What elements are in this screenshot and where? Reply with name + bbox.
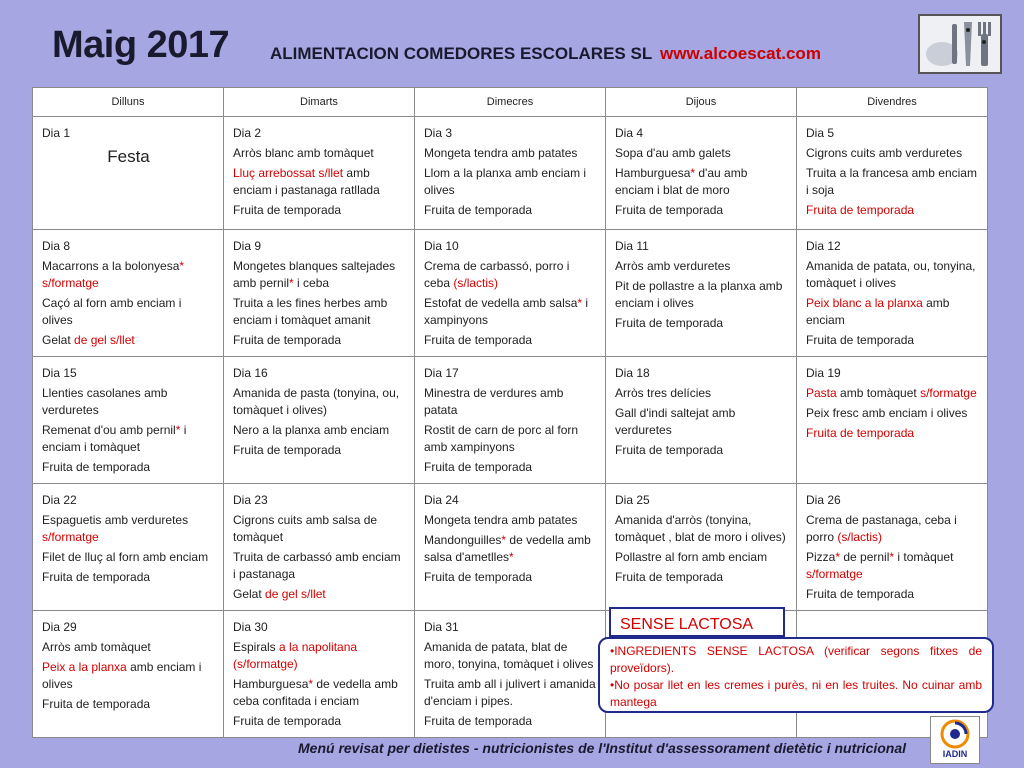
- dish-text: Remenat d'ou amb pernil: [42, 423, 176, 437]
- dish-text: Llom a la planxa amb enciam i olives: [424, 166, 587, 197]
- menu-dish: [615, 385, 788, 402]
- dish-text: Truita a la francesa amb enciam i soja: [806, 166, 977, 197]
- day-cell: [224, 230, 415, 357]
- day-cell: [224, 484, 415, 611]
- dish-text: Gall d'indi saltejat amb verduretes: [615, 406, 736, 437]
- dish-text: Mongeta tendra amb patates: [424, 146, 578, 160]
- day-label: Dia 18: [615, 366, 650, 380]
- day-cell: [415, 484, 606, 611]
- day-label: Dia 11: [615, 239, 649, 253]
- menu-dish: [806, 586, 979, 603]
- menu-dish: [233, 586, 406, 603]
- cutlery-logo-icon: [918, 14, 1002, 74]
- dish-text: Pollastre al forn amb enciam: [615, 550, 768, 564]
- menu-dish: [233, 145, 406, 162]
- day-cell: [224, 611, 415, 738]
- menu-dish: [424, 202, 597, 219]
- dish-text: Amanida d'arròs (tonyina, tomàquet , blat de moro i olives): [615, 513, 786, 544]
- menu-dish: [424, 332, 597, 349]
- day-label: Dia 16: [233, 366, 268, 380]
- dish-text: i tomàquet: [894, 550, 954, 564]
- menu-dish: [615, 278, 788, 312]
- day-cell: [415, 117, 606, 230]
- dish-text: de pernil: [840, 550, 890, 564]
- menu-dish: [233, 442, 406, 459]
- menu-dish: [424, 532, 597, 566]
- dish-text: Mongeta tendra amb patates: [424, 513, 578, 527]
- menu-dish: [42, 549, 215, 566]
- menu-dish: [42, 422, 215, 456]
- dish-text-highlight: s/formatge: [42, 530, 99, 544]
- menu-dish: [806, 512, 979, 546]
- header-dimecres: Dimecres: [415, 88, 606, 117]
- dish-text-highlight: *: [835, 550, 841, 564]
- menu-dish: [615, 165, 788, 199]
- dish-text: amb enciam i olives: [42, 660, 202, 691]
- menu-dish: [42, 639, 215, 656]
- note-line: •No posar llet en les cremes i purès, ni en les truites. No cuinar amb mantega: [610, 678, 982, 709]
- menu-dish: [42, 295, 215, 329]
- day-cell: [606, 117, 797, 230]
- dish-text: Fruita de temporada: [806, 333, 915, 347]
- dish-text: Rostit de carn de porc al forn amb xampinyons: [424, 423, 579, 454]
- weekday-header-row: [33, 88, 988, 117]
- dish-text: Cigrons cuits amb salsa de tomàquet: [233, 513, 378, 544]
- dish-text: Fruita de temporada: [615, 443, 724, 457]
- dish-text: Arròs blanc amb tomàquet: [233, 146, 374, 160]
- menu-dish: [42, 385, 215, 419]
- menu-dish: [424, 145, 597, 162]
- day-label: Dia 10: [424, 239, 459, 253]
- day-label: Dia 26: [806, 493, 841, 507]
- menu-dish: [424, 569, 597, 586]
- day-label: Dia 31: [424, 620, 459, 634]
- menu-dish: [806, 405, 979, 422]
- dish-text: i enciam i tomàquet: [42, 423, 187, 454]
- dish-text: Fruita de temporada: [424, 203, 533, 217]
- menu-dish: [424, 422, 597, 456]
- day-label: Dia 5: [806, 126, 835, 140]
- menu-dish: [424, 258, 597, 292]
- dish-text-highlight: *: [577, 296, 583, 310]
- dish-text-highlight: Peix blanc a la planxa: [806, 296, 923, 310]
- dish-text: Hamburguesa: [615, 166, 691, 180]
- dish-text: Fruita de temporada: [233, 443, 342, 457]
- menu-dish: [233, 676, 406, 710]
- menu-dish: [233, 512, 406, 546]
- dish-text-highlight: Fruita de temporada: [806, 203, 915, 217]
- dish-text: Fruita de temporada: [424, 714, 533, 728]
- footer-text: Menú revisat per dietistes - nutricionistes de l'Institut d'assessorament dietètic i nutricional: [298, 740, 907, 756]
- dish-text: Truita amb all i julivert i amanida d'enciam i pipes.: [424, 677, 596, 708]
- dish-text: d'au amb enciam i blat de moro: [615, 166, 748, 197]
- dish-text: Caçó al forn amb enciam i olives: [42, 296, 182, 327]
- day-label: Dia 1: [42, 126, 71, 140]
- dish-text: Minestra de verdures amb patata: [424, 386, 564, 417]
- menu-dish: [424, 295, 597, 329]
- day-cell: [415, 611, 606, 738]
- menu-dish: [233, 422, 406, 439]
- menu-dish: [42, 659, 215, 693]
- dish-text: Fruita de temporada: [806, 587, 915, 601]
- week-row: [33, 357, 988, 484]
- day-cell: [606, 357, 797, 484]
- dish-text: Pit de pollastre a la planxa amb enciam i olives: [615, 279, 783, 310]
- day-label: Dia 9: [233, 239, 262, 253]
- menu-dish: [424, 676, 597, 710]
- lactose-free-title: SENSE LACTOSA: [609, 607, 785, 637]
- dish-text: Mongetes blanques saltejades amb pernil: [233, 259, 396, 290]
- dish-text: Estofat de vedella amb salsa: [424, 296, 578, 310]
- menu-dish: [615, 549, 788, 566]
- day-cell: [797, 117, 988, 230]
- dish-text: Fruita de temporada: [233, 333, 342, 347]
- dish-text: Truita a les fines herbes amb enciam i tomàquet amanit: [233, 296, 388, 327]
- menu-dish: [42, 258, 215, 292]
- day-cell: [797, 357, 988, 484]
- menu-dish: [424, 385, 597, 419]
- dish-text-highlight: Pasta: [806, 386, 837, 400]
- dish-text: Macarrons a la bolonyesa: [42, 259, 180, 273]
- menu-dish: [806, 385, 979, 402]
- dish-text: Truita de carbassó amb enciam i pastanaga: [233, 550, 401, 581]
- iadin-logo-icon: [930, 716, 980, 764]
- menu-dish: [806, 295, 979, 329]
- day-cell: [797, 230, 988, 357]
- header-dilluns: Dilluns: [33, 88, 224, 117]
- holiday-label: Festa: [107, 147, 150, 166]
- day-cell: [33, 357, 224, 484]
- header-dijous: Dijous: [606, 88, 797, 117]
- dish-text: Arròs tres delícies: [615, 386, 712, 400]
- dish-text: Fruita de temporada: [424, 570, 533, 584]
- day-label: Dia 3: [424, 126, 453, 140]
- menu-dish: [233, 258, 406, 292]
- dish-text: Sopa d'au amb galets: [615, 146, 731, 160]
- dish-text-highlight: de gel s/llet: [265, 587, 326, 601]
- menu-dish: [42, 696, 215, 713]
- menu-dish: [806, 332, 979, 349]
- day-label: Dia 30: [233, 620, 268, 634]
- dish-text: Fruita de temporada: [424, 333, 533, 347]
- day-cell: [224, 117, 415, 230]
- dish-text: Llenties casolanes amb verduretes: [42, 386, 168, 417]
- dish-text: amb enciam i pastanaga ratllada: [233, 166, 380, 197]
- menu-dish: [615, 442, 788, 459]
- menu-dish: [233, 713, 406, 730]
- dish-text-highlight: Peix a la planxa: [42, 660, 127, 674]
- dish-text-highlight: Lluç arrebossat s/llet: [233, 166, 344, 180]
- day-label: Dia 19: [806, 366, 841, 380]
- menu-dish: [615, 512, 788, 546]
- dish-text: Amanida de patata, blat de moro, tonyina, tomàquet i olives: [424, 640, 594, 671]
- day-cell: [606, 484, 797, 611]
- day-label: Dia 2: [233, 126, 262, 140]
- dish-text-highlight: *: [889, 550, 895, 564]
- menu-dish: [424, 459, 597, 476]
- dish-text-highlight: Fruita de temporada: [806, 426, 915, 440]
- dish-text: Fruita de temporada: [424, 460, 533, 474]
- week-row: [33, 117, 988, 230]
- dish-text: Filet de lluç al forn amb enciam: [42, 550, 209, 564]
- website-link[interactable]: www.alcoescat.com: [660, 44, 821, 63]
- week-row: [33, 230, 988, 357]
- menu-dish: [806, 549, 979, 583]
- dish-text-highlight: de gel s/llet: [74, 333, 135, 347]
- header-dimarts: Dimarts: [224, 88, 415, 117]
- day-label: Dia 15: [42, 366, 77, 380]
- dish-text: Crema de carbassó, porro i ceba: [424, 259, 570, 290]
- page-title: Maig 2017: [52, 24, 230, 66]
- menu-dish: [615, 202, 788, 219]
- day-label: Dia 12: [806, 239, 841, 253]
- menu-dish: [233, 295, 406, 329]
- menu-dish: [233, 332, 406, 349]
- day-label: Dia 24: [424, 493, 459, 507]
- day-label: Dia 17: [424, 366, 459, 380]
- menu-dish: [42, 512, 215, 546]
- company-name: ALIMENTACION COMEDORES ESCOLARES SL: [270, 44, 653, 63]
- dish-text-highlight: *: [690, 166, 696, 180]
- menu-dish: [615, 258, 788, 275]
- dish-text-highlight: (s/lactis): [453, 276, 499, 290]
- menu-dish: [615, 405, 788, 439]
- day-cell: [415, 230, 606, 357]
- dish-text: Amanida de patata, ou, tonyina, tomàquet i olives: [806, 259, 976, 290]
- day-label: Dia 25: [615, 493, 650, 507]
- dish-text: Cigrons cuits amb verduretes: [806, 146, 963, 160]
- menu-dish: [424, 512, 597, 529]
- menu-dish: [615, 569, 788, 586]
- dish-text: Gelat: [233, 587, 266, 601]
- dish-text-highlight: s/formatge: [806, 567, 863, 581]
- day-cell: [606, 230, 797, 357]
- menu-dish: [233, 385, 406, 419]
- dish-text: Nero a la planxa amb enciam: [233, 423, 390, 437]
- dish-text: Fruita de temporada: [42, 570, 151, 584]
- day-cell: [33, 230, 224, 357]
- dish-text: de vedella amb ceba confitada i enciam: [233, 677, 398, 708]
- day-cell: [797, 484, 988, 611]
- day-label: Dia 4: [615, 126, 644, 140]
- dish-text: i xampinyons: [424, 296, 589, 327]
- menu-dish: [233, 549, 406, 583]
- dish-text: Espirals: [233, 640, 280, 654]
- day-label: Dia 23: [233, 493, 268, 507]
- menu-dish: [615, 315, 788, 332]
- menu-dish: [806, 145, 979, 162]
- iadin-label: IADIN: [942, 749, 968, 759]
- dish-text: amb enciam: [806, 296, 950, 327]
- dish-text-highlight: a la napolitana (s/formatge): [233, 640, 358, 671]
- dish-text: Pizza: [806, 550, 836, 564]
- day-cell: [33, 611, 224, 738]
- dish-text: Fruita de temporada: [615, 316, 724, 330]
- day-label: Dia 22: [42, 493, 77, 507]
- dish-text: Fruita de temporada: [42, 460, 151, 474]
- menu-dish: [424, 713, 597, 730]
- dish-text-highlight: s/formatge: [920, 386, 977, 400]
- menu-dish: [42, 569, 215, 586]
- menu-dish: [233, 165, 406, 199]
- menu-dish: [806, 425, 979, 442]
- dish-text: Peix fresc amb enciam i olives: [806, 406, 968, 420]
- dish-text: Crema de pastanaga, ceba i porro: [806, 513, 957, 544]
- dish-text-highlight: *: [175, 423, 181, 437]
- menu-dish: [233, 202, 406, 219]
- dish-text-highlight: (s/lactis): [837, 530, 883, 544]
- menu-dish: [806, 165, 979, 199]
- dish-text: Fruita de temporada: [615, 570, 724, 584]
- menu-dish: [806, 202, 979, 219]
- dish-text: de vedella amb salsa d'ametlles: [424, 533, 591, 564]
- day-cell: [415, 357, 606, 484]
- menu-dish: [806, 258, 979, 292]
- dish-text: Fruita de temporada: [233, 714, 342, 728]
- dish-text-highlight: *: [308, 677, 314, 691]
- dish-text-highlight: * s/formatge: [42, 259, 185, 290]
- dish-text: Fruita de temporada: [42, 697, 151, 711]
- dish-text: Mandonguilles: [424, 533, 502, 547]
- menu-dish: [42, 459, 215, 476]
- day-label: Dia 29: [42, 620, 77, 634]
- day-cell: [224, 357, 415, 484]
- day-cell: [33, 117, 224, 230]
- menu-dish: [424, 639, 597, 673]
- menu-dish: [615, 145, 788, 162]
- day-label: Dia 8: [42, 239, 71, 253]
- day-cell: [33, 484, 224, 611]
- dish-text: Fruita de temporada: [615, 203, 724, 217]
- header-divendres: Divendres: [797, 88, 988, 117]
- dish-text: i ceba: [293, 276, 330, 290]
- dish-text-highlight: *: [509, 550, 514, 564]
- note-line: •INGREDIENTS SENSE LACTOSA (verificar segons fitxes de proveïdors).: [610, 644, 982, 675]
- menu-dish: [42, 332, 215, 349]
- lactose-free-note: [598, 637, 994, 713]
- dish-text: Amanida de pasta (tonyina, ou, tomàquet i olives): [233, 386, 400, 417]
- dish-text: Hamburguesa: [233, 677, 309, 691]
- dish-text-highlight: *: [289, 276, 294, 290]
- dish-text: Espaguetis amb verduretes: [42, 513, 189, 527]
- dish-text: Fruita de temporada: [233, 203, 342, 217]
- dish-text: Arròs amb verduretes: [615, 259, 731, 273]
- menu-dish: [424, 165, 597, 199]
- dish-text-highlight: *: [501, 533, 507, 547]
- menu-dish: [233, 639, 406, 673]
- dish-text: amb tomàquet: [836, 386, 921, 400]
- week-row: [33, 484, 988, 611]
- dish-text: Gelat: [42, 333, 75, 347]
- dish-text: Arròs amb tomàquet: [42, 640, 151, 654]
